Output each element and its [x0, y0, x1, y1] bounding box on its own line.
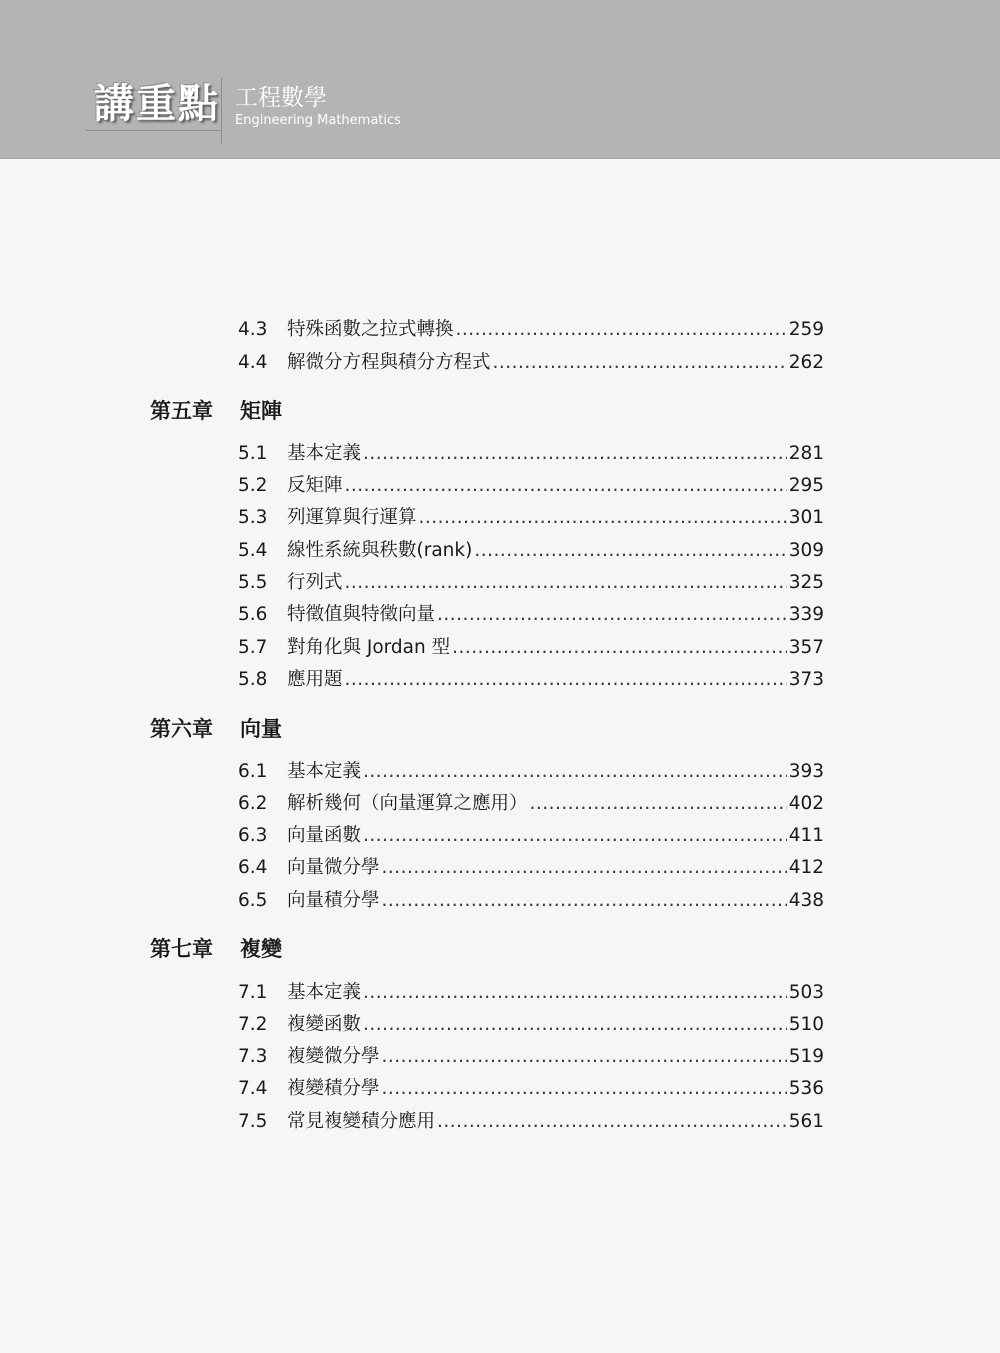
section-title: 對角化與 Jordan 型	[287, 637, 451, 658]
toc-entry[interactable]	[238, 978, 824, 1008]
dot-leader	[363, 757, 787, 787]
toc-entry[interactable]	[238, 633, 824, 663]
dot-leader	[382, 1074, 787, 1104]
section-number: 7.2	[238, 1014, 268, 1035]
chapter-heading[interactable]	[150, 394, 282, 428]
dot-leader	[452, 633, 787, 663]
toc-entry[interactable]	[238, 503, 824, 533]
page-number: 301	[788, 507, 824, 528]
toc-entry[interactable]	[238, 348, 824, 378]
section-title: 基本定義	[287, 443, 362, 464]
dot-leader	[382, 853, 787, 883]
page-number: 411	[788, 825, 824, 846]
section-number: 6.5	[238, 890, 268, 911]
section-number: 7.3	[238, 1046, 268, 1067]
section-title: 解微分方程與積分方程式	[287, 352, 491, 373]
section-number: 7.4	[238, 1078, 268, 1099]
chapter-label: 第六章	[150, 716, 213, 741]
toc-entry[interactable]	[238, 1074, 824, 1104]
book-title-chinese: 工程數學	[235, 85, 327, 111]
section-title: 複變積分學	[287, 1078, 380, 1099]
section-title: 應用題	[287, 669, 343, 690]
dot-leader	[474, 536, 786, 566]
section-number: 5.8	[238, 669, 268, 690]
chapter-label: 第七章	[150, 936, 213, 961]
section-number: 6.3	[238, 825, 268, 846]
toc-entry[interactable]	[238, 1010, 824, 1040]
page-number: 295	[788, 475, 824, 496]
toc-entry[interactable]	[238, 600, 824, 630]
section-title: 解析幾何（向量運算之應用）	[287, 793, 528, 814]
brand-logo-text: 講重點	[94, 80, 220, 127]
page-number: 393	[788, 761, 824, 782]
page-number: 503	[788, 982, 824, 1003]
section-title: 特徵值與特徵向量	[287, 604, 436, 625]
section-title: 特殊函數之拉式轉換	[287, 319, 454, 340]
section-number: 5.1	[238, 443, 268, 464]
book-title-english: Engineering Mathematics	[235, 113, 401, 128]
section-title: 向量函數	[287, 825, 362, 846]
section-title: 複變函數	[287, 1014, 362, 1035]
toc-entry[interactable]	[238, 757, 824, 787]
page-number: 519	[788, 1046, 824, 1067]
section-number: 7.5	[238, 1111, 268, 1132]
page-header	[0, 0, 1000, 159]
dot-leader	[345, 471, 787, 501]
dot-leader	[363, 1010, 787, 1040]
section-number: 7.1	[238, 982, 268, 1003]
section-number: 5.7	[238, 637, 268, 658]
chapter-name: 矩陣	[240, 398, 282, 423]
section-number: 6.4	[238, 857, 268, 878]
section-title: 向量微分學	[287, 857, 380, 878]
toc-entry[interactable]	[238, 315, 824, 345]
toc-entry[interactable]	[238, 536, 824, 566]
section-title: 列運算與行運算	[287, 507, 417, 528]
chapter-label: 第五章	[150, 398, 213, 423]
section-title: 基本定義	[287, 761, 362, 782]
page-number: 373	[788, 669, 824, 690]
page-number: 325	[788, 572, 824, 593]
toc-entry[interactable]	[238, 886, 824, 916]
dot-leader	[437, 600, 787, 630]
page-number: 402	[788, 793, 824, 814]
dot-leader	[493, 348, 787, 378]
toc-entry[interactable]	[238, 1107, 824, 1137]
toc-entry[interactable]	[238, 853, 824, 883]
section-number: 4.3	[238, 319, 268, 340]
toc-entry[interactable]	[238, 1042, 824, 1072]
dot-leader	[345, 568, 787, 598]
page-number: 412	[788, 857, 824, 878]
chapter-name: 複變	[240, 936, 282, 961]
dot-leader	[419, 503, 787, 533]
section-number: 5.4	[238, 540, 268, 561]
toc-entry[interactable]	[238, 439, 824, 469]
dot-leader	[437, 1107, 787, 1137]
section-title: 基本定義	[287, 982, 362, 1003]
dot-leader	[363, 978, 787, 1008]
page-number: 281	[788, 443, 824, 464]
header-divider	[221, 78, 222, 144]
chapter-heading[interactable]	[150, 932, 282, 966]
dot-leader	[382, 886, 787, 916]
section-number: 5.3	[238, 507, 268, 528]
toc-entry[interactable]	[238, 568, 824, 598]
page-number: 438	[788, 890, 824, 911]
page-number: 259	[788, 319, 824, 340]
toc-entry[interactable]	[238, 471, 824, 501]
chapter-name: 向量	[240, 716, 282, 741]
page-number: 561	[788, 1111, 824, 1132]
dot-leader	[363, 439, 787, 469]
section-number: 6.2	[238, 793, 268, 814]
section-title: 向量積分學	[287, 890, 380, 911]
toc-entry[interactable]	[238, 665, 824, 695]
dot-leader	[363, 821, 787, 851]
dot-leader	[456, 315, 787, 345]
section-title: 線性系統與秩數(rank)	[287, 540, 473, 561]
dot-leader	[382, 1042, 787, 1072]
toc-entry[interactable]	[238, 789, 824, 819]
page-number: 309	[788, 540, 824, 561]
section-number: 6.1	[238, 761, 268, 782]
dot-leader	[345, 665, 787, 695]
page-number: 357	[788, 637, 824, 658]
section-number: 4.4	[238, 352, 268, 373]
section-number: 5.2	[238, 475, 268, 496]
page-number: 339	[788, 604, 824, 625]
toc-entry[interactable]	[238, 821, 824, 851]
section-title: 行列式	[287, 572, 343, 593]
page-number: 262	[788, 352, 824, 373]
chapter-heading[interactable]	[150, 712, 282, 746]
section-number: 5.5	[238, 572, 268, 593]
section-title: 常見複變積分應用	[287, 1111, 436, 1132]
dot-leader	[530, 789, 787, 819]
page-number: 510	[788, 1014, 824, 1035]
section-title: 反矩陣	[287, 475, 343, 496]
section-number: 5.6	[238, 604, 268, 625]
brand-underline	[86, 130, 222, 131]
section-title: 複變微分學	[287, 1046, 380, 1067]
page-number: 536	[788, 1078, 824, 1099]
